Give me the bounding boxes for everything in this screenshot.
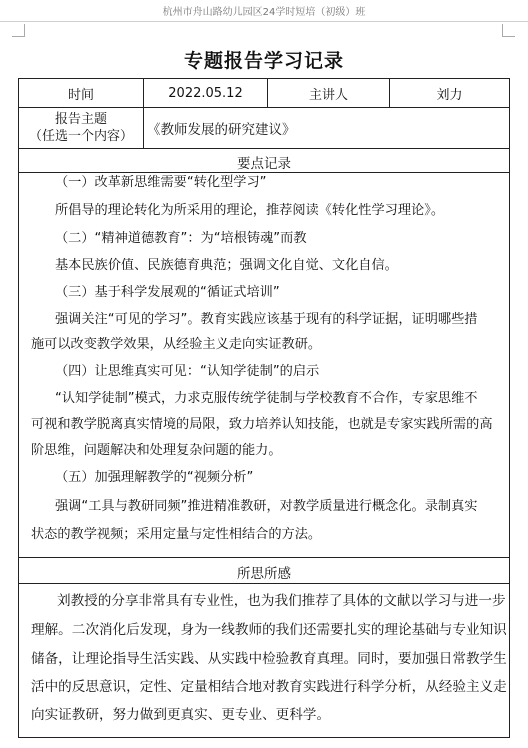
reflection-line: 刘教授的分享非常具有专业性，也为我们推荐了具体的文献以学习与进一步 <box>57 593 506 609</box>
notes-line: 施可以改变教学效果，从经验主义走向实证教研。 <box>31 337 322 352</box>
time-value: 2022.05.12 <box>168 85 243 101</box>
speaker-label: 主讲人 <box>308 87 348 103</box>
notes-line: 状态的教学视频；采用定量与定性相结合的方法。 <box>31 527 322 542</box>
reflection-line: 储备，让理论指导生活实践、从实践中检验教育真理。同时，要加强日常教学生 <box>31 651 507 667</box>
reflection-line: 理解。二次消化后发现，身为一线教师的我们还需要扎实的理论基础与专业知识 <box>31 622 507 638</box>
record-table <box>18 78 510 738</box>
notes-line: 基本民族价值、民族德育典范；强调文化自觉、文化自信。 <box>55 258 398 273</box>
table-rule <box>19 583 509 584</box>
notes-line: “认知学徒制”模式，力求克服传统学徒制与学校教育不合作，专家思维不 <box>55 391 478 406</box>
topic-label <box>19 108 143 148</box>
notes-line: （二）“精神道德教育”：为“培根铸魂”而教 <box>55 231 307 246</box>
reflection-heading: 所思所感 <box>237 566 291 582</box>
running-header-text: 杭州市舟山路幼儿园区24学时短培（初级）班 <box>162 7 366 18</box>
notes-line: （三）基于科学发展观的“循证式培训” <box>55 285 280 300</box>
topic-label-line1: 报告主题 <box>54 112 107 127</box>
topic-label-line2: （任选一个内容） <box>28 129 133 144</box>
crop-mark-right <box>502 24 515 37</box>
notes-line: 强调关注“可见的学习”。教育实践应该基于现有的科学证据，证明哪些措 <box>55 312 478 327</box>
notes-line: 可视和教学脱离真实情境的局限，致力培养认知技能，也就是专家实践所需的高 <box>31 417 493 432</box>
reflection-line: 向实证教研，努力做到更真实、更专业、更科学。 <box>31 707 331 723</box>
document-title: 专题报告学习记录 <box>183 50 344 72</box>
notes-line: （五）加强理解教学的“视频分析” <box>55 470 254 485</box>
notes-line: （四）让思维真实可见：“认知学徒制”的启示 <box>55 364 320 379</box>
notes-heading: 要点记录 <box>237 156 291 172</box>
table-rule <box>19 148 509 149</box>
table-rule <box>19 557 509 558</box>
notes-line: 强调“工具与教研同频”推进精准教研，对教学质量进行概念化。录制真实 <box>55 499 478 514</box>
speaker-value: 刘力 <box>436 87 463 103</box>
notes-line: 阶思维，问题解决和处理复杂问题的能力。 <box>31 443 282 458</box>
page-header <box>0 0 528 22</box>
topic-value: 《教师发展的研究建议》 <box>147 122 296 138</box>
time-label: 时间 <box>67 87 94 103</box>
notes-line: （一）改革新思维需要“转化型学习” <box>55 175 267 190</box>
reflection-line: 活中的反思意识，定性、定量相结合地对教育实践进行科学分析，从经验主义走 <box>31 679 507 695</box>
crop-mark-left <box>12 24 25 37</box>
notes-line: 所倡导的理论转化为所采用的理论，推荐阅读《转化性学习理论》。 <box>55 203 445 218</box>
